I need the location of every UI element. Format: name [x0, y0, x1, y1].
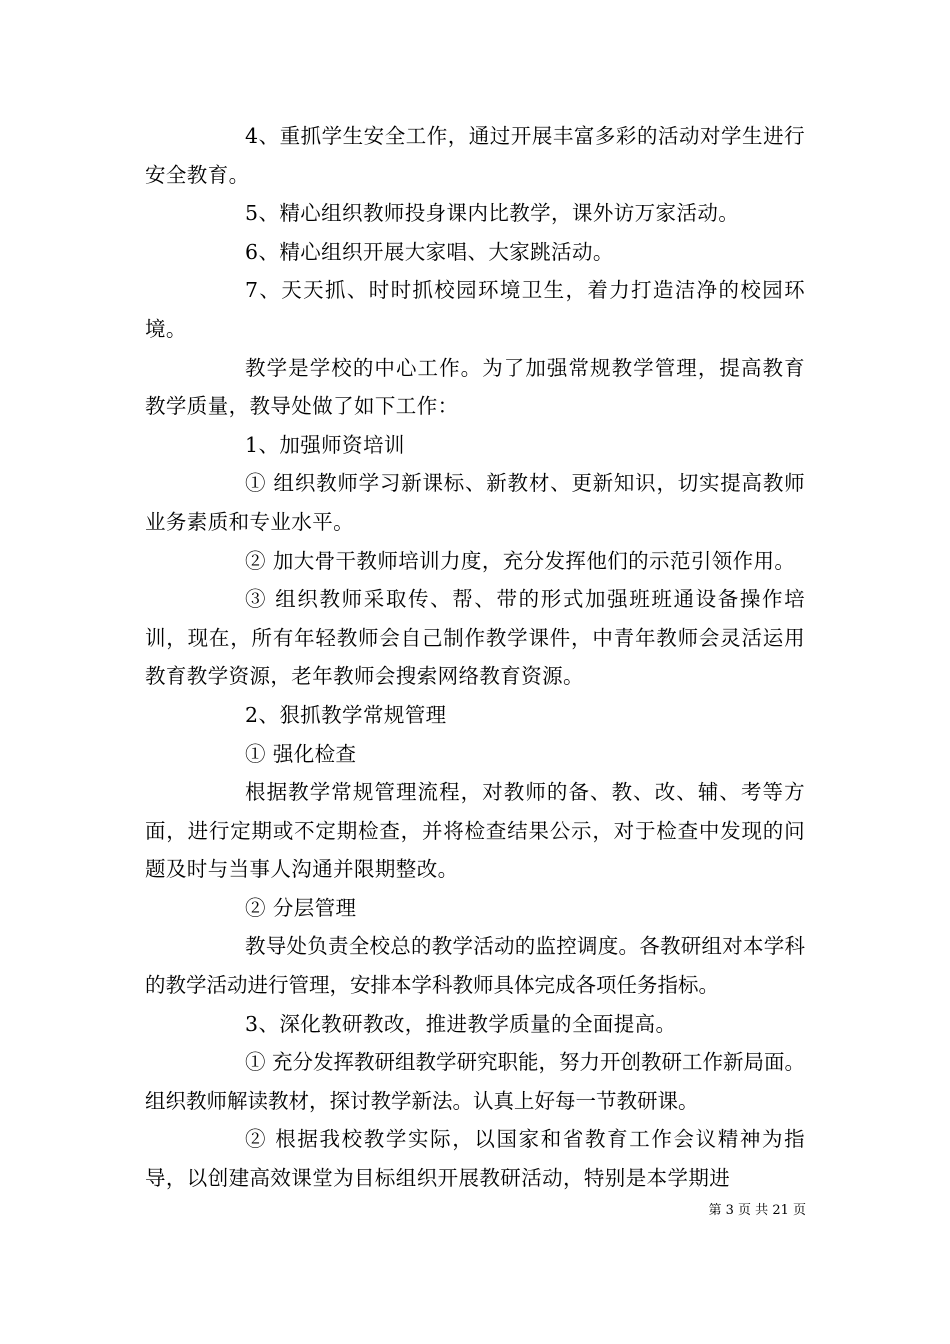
paragraph-training-item-1: ① 组织教师学习新课标、新教材、更新知识，切实提高教师业务素质和专业水平。 [145, 471, 805, 534]
paragraph-teaching-competition: 5、精心组织教师投身课内比教学，课外访万家活动。 [245, 201, 740, 226]
paragraph-layered-detail: 教导处负责全校总的教学活动的监控调度。各教研组对本学科的教学活动进行管理，安排本学科教师具体完成各项任务指标。 [145, 934, 805, 998]
document-body [145, 117, 805, 1198]
heading-teaching-research: 3、深化教研教改，推进教学质量的全面提高。 [245, 1011, 677, 1036]
subheading-inspection: ① 强化检查 [245, 741, 357, 766]
paragraph-inspection-detail: 根据教学常规管理流程，对教师的备、教、改、辅、考等方面，进行定期或不定期检查，并将检查结果公示，对于检查中发现的问题及时与当事人沟通并限期整改。 [145, 780, 805, 882]
paragraph-teaching-center: 教学是学校的中心工作。为了加强常规教学管理，提高教育教学质量，教导处做了如下工作： [145, 355, 805, 419]
paragraph-campus-hygiene: 7、天天抓、时时抓校园环境卫生，着力打造洁净的校园环境。 [145, 278, 805, 341]
paragraph-safety-education: 4、重抓学生安全工作，通过开展丰富多彩的活动对学生进行安全教育。 [145, 124, 805, 187]
heading-teacher-training: 1、加强师资培训 [245, 432, 405, 457]
paragraph-research-item-2: ② 根据我校教学实际，以国家和省教育工作会议精神为指导，以创建高效课堂为目标组织开展教研活动，特别是本学期进 [145, 1127, 805, 1191]
paragraph-research-item-1: ① 充分发挥教研组教学研究职能，努力开创教研工作新局面。组织教师解读教材，探讨教学新法。认真上好每一节教研课。 [145, 1050, 806, 1113]
subheading-layered-management: ② 分层管理 [245, 895, 357, 920]
paragraph-training-item-3: ③ 组织教师采取传、帮、带的形式加强班班通设备操作培训，现在，所有年轻教师会自己制作教学课件，中青年教师会灵活运用教育教学资源，老年教师会搜索网络教育资源。 [145, 587, 805, 689]
page-number-footer: 第 3 页 共 21 页 [708, 1203, 806, 1218]
heading-routine-management: 2、狠抓教学常规管理 [245, 702, 447, 727]
paragraph-singing-dancing: 6、精心组织开展大家唱、大家跳活动。 [245, 239, 614, 264]
paragraph-training-item-2: ② 加大骨干教师培训力度，充分发挥他们的示范引领作用。 [245, 548, 796, 573]
